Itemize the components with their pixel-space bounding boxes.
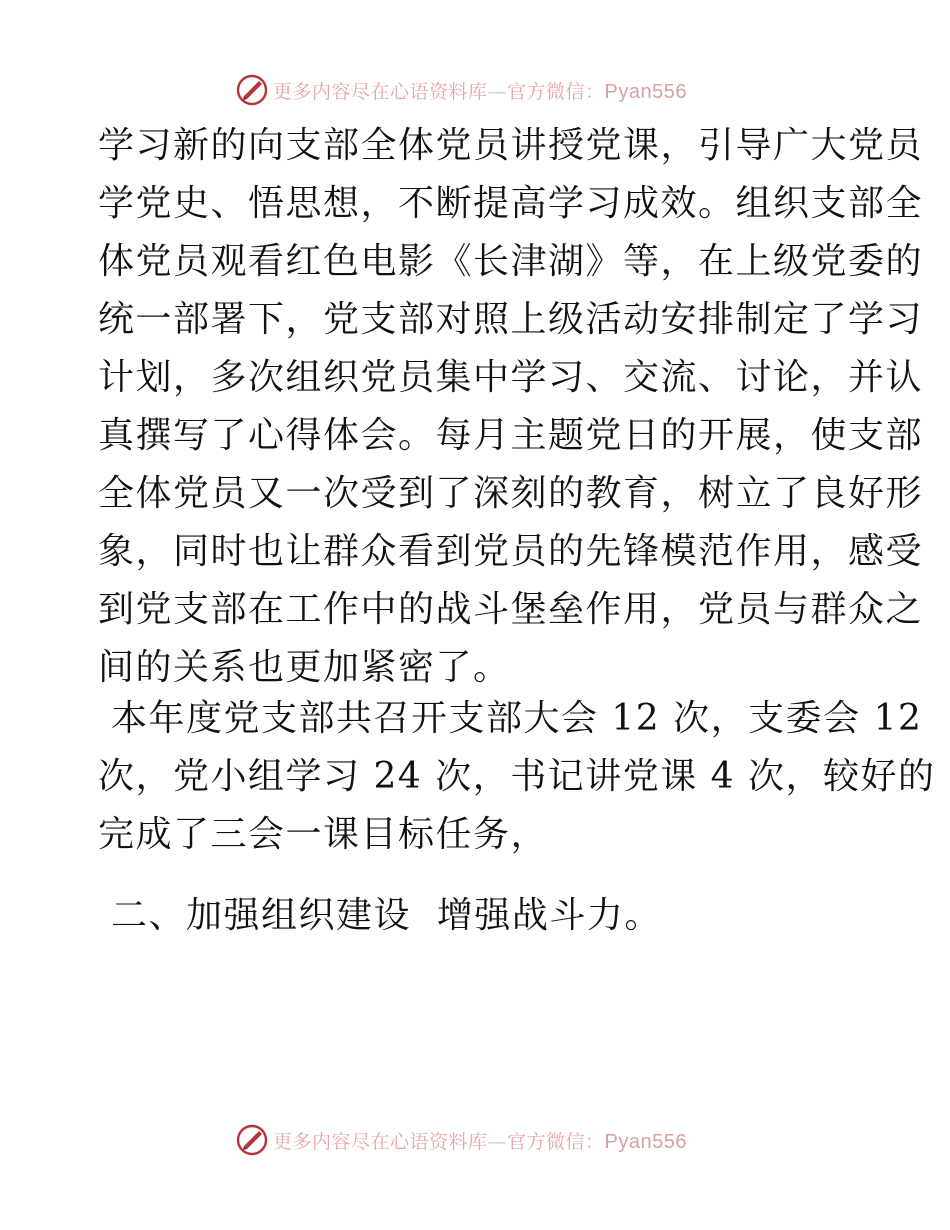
banner-main-text: 更多内容尽在心语资料库 bbox=[273, 1130, 488, 1153]
banner-handle: Pyan556 bbox=[604, 80, 687, 103]
text-line: 学党史、悟思想，不断提高学习成效。组织支部全 bbox=[98, 183, 924, 224]
text-line: 全体党员又一次受到了深刻的教育，树立了良好形 bbox=[98, 473, 924, 514]
section-heading bbox=[98, 887, 858, 945]
text-line: 次，党小组学习 24 次，书记讲党课 4 次，较好的 bbox=[98, 756, 936, 797]
text-line: 到党支部在工作中的战斗堡垒作用，党员与群众之 bbox=[98, 589, 924, 630]
banner-handle: Pyan556 bbox=[604, 1130, 687, 1153]
text-line: 体党员观看红色电影《长津湖》等，在上级党委的 bbox=[98, 241, 924, 282]
text-line: 真撰写了心得体会。每月主题党日的开展，使支部 bbox=[98, 415, 924, 456]
banner-label: 官方微信： bbox=[507, 1130, 605, 1153]
paragraph-2 bbox=[98, 690, 936, 864]
banner-label: 官方微信： bbox=[507, 80, 605, 103]
header-banner bbox=[235, 72, 687, 108]
text-line: 统一部署下，党支部对照上级活动安排制定了学习 bbox=[98, 299, 924, 340]
logo-icon bbox=[235, 73, 269, 107]
banner-main-text: 更多内容尽在心语资料库 bbox=[273, 80, 488, 103]
text-line: 二、加强组织建设 增强战斗力。 bbox=[98, 895, 662, 936]
logo-icon bbox=[235, 1123, 269, 1157]
header-banner-text bbox=[273, 77, 687, 104]
text-line: 完成了三会一课目标任务， bbox=[98, 814, 549, 855]
text-line: 象，同时也让群众看到党员的先锋模范作用，感受 bbox=[98, 531, 924, 572]
footer-banner bbox=[235, 1122, 687, 1158]
banner-separator: — bbox=[487, 1130, 508, 1153]
paragraph-1 bbox=[98, 117, 924, 697]
footer-banner-text bbox=[273, 1127, 687, 1154]
banner-separator: — bbox=[487, 80, 508, 103]
text-line: 学习新的向支部全体党员讲授党课，引导广大党员 bbox=[98, 125, 924, 166]
text-line: 计划，多次组织党员集中学习、交流、讨论，并认 bbox=[98, 357, 924, 398]
text-line: 本年度党支部共召开支部大会 12 次，支委会 12 bbox=[98, 698, 923, 739]
text-line: 间的关系也更加紧密了。 bbox=[98, 647, 511, 688]
